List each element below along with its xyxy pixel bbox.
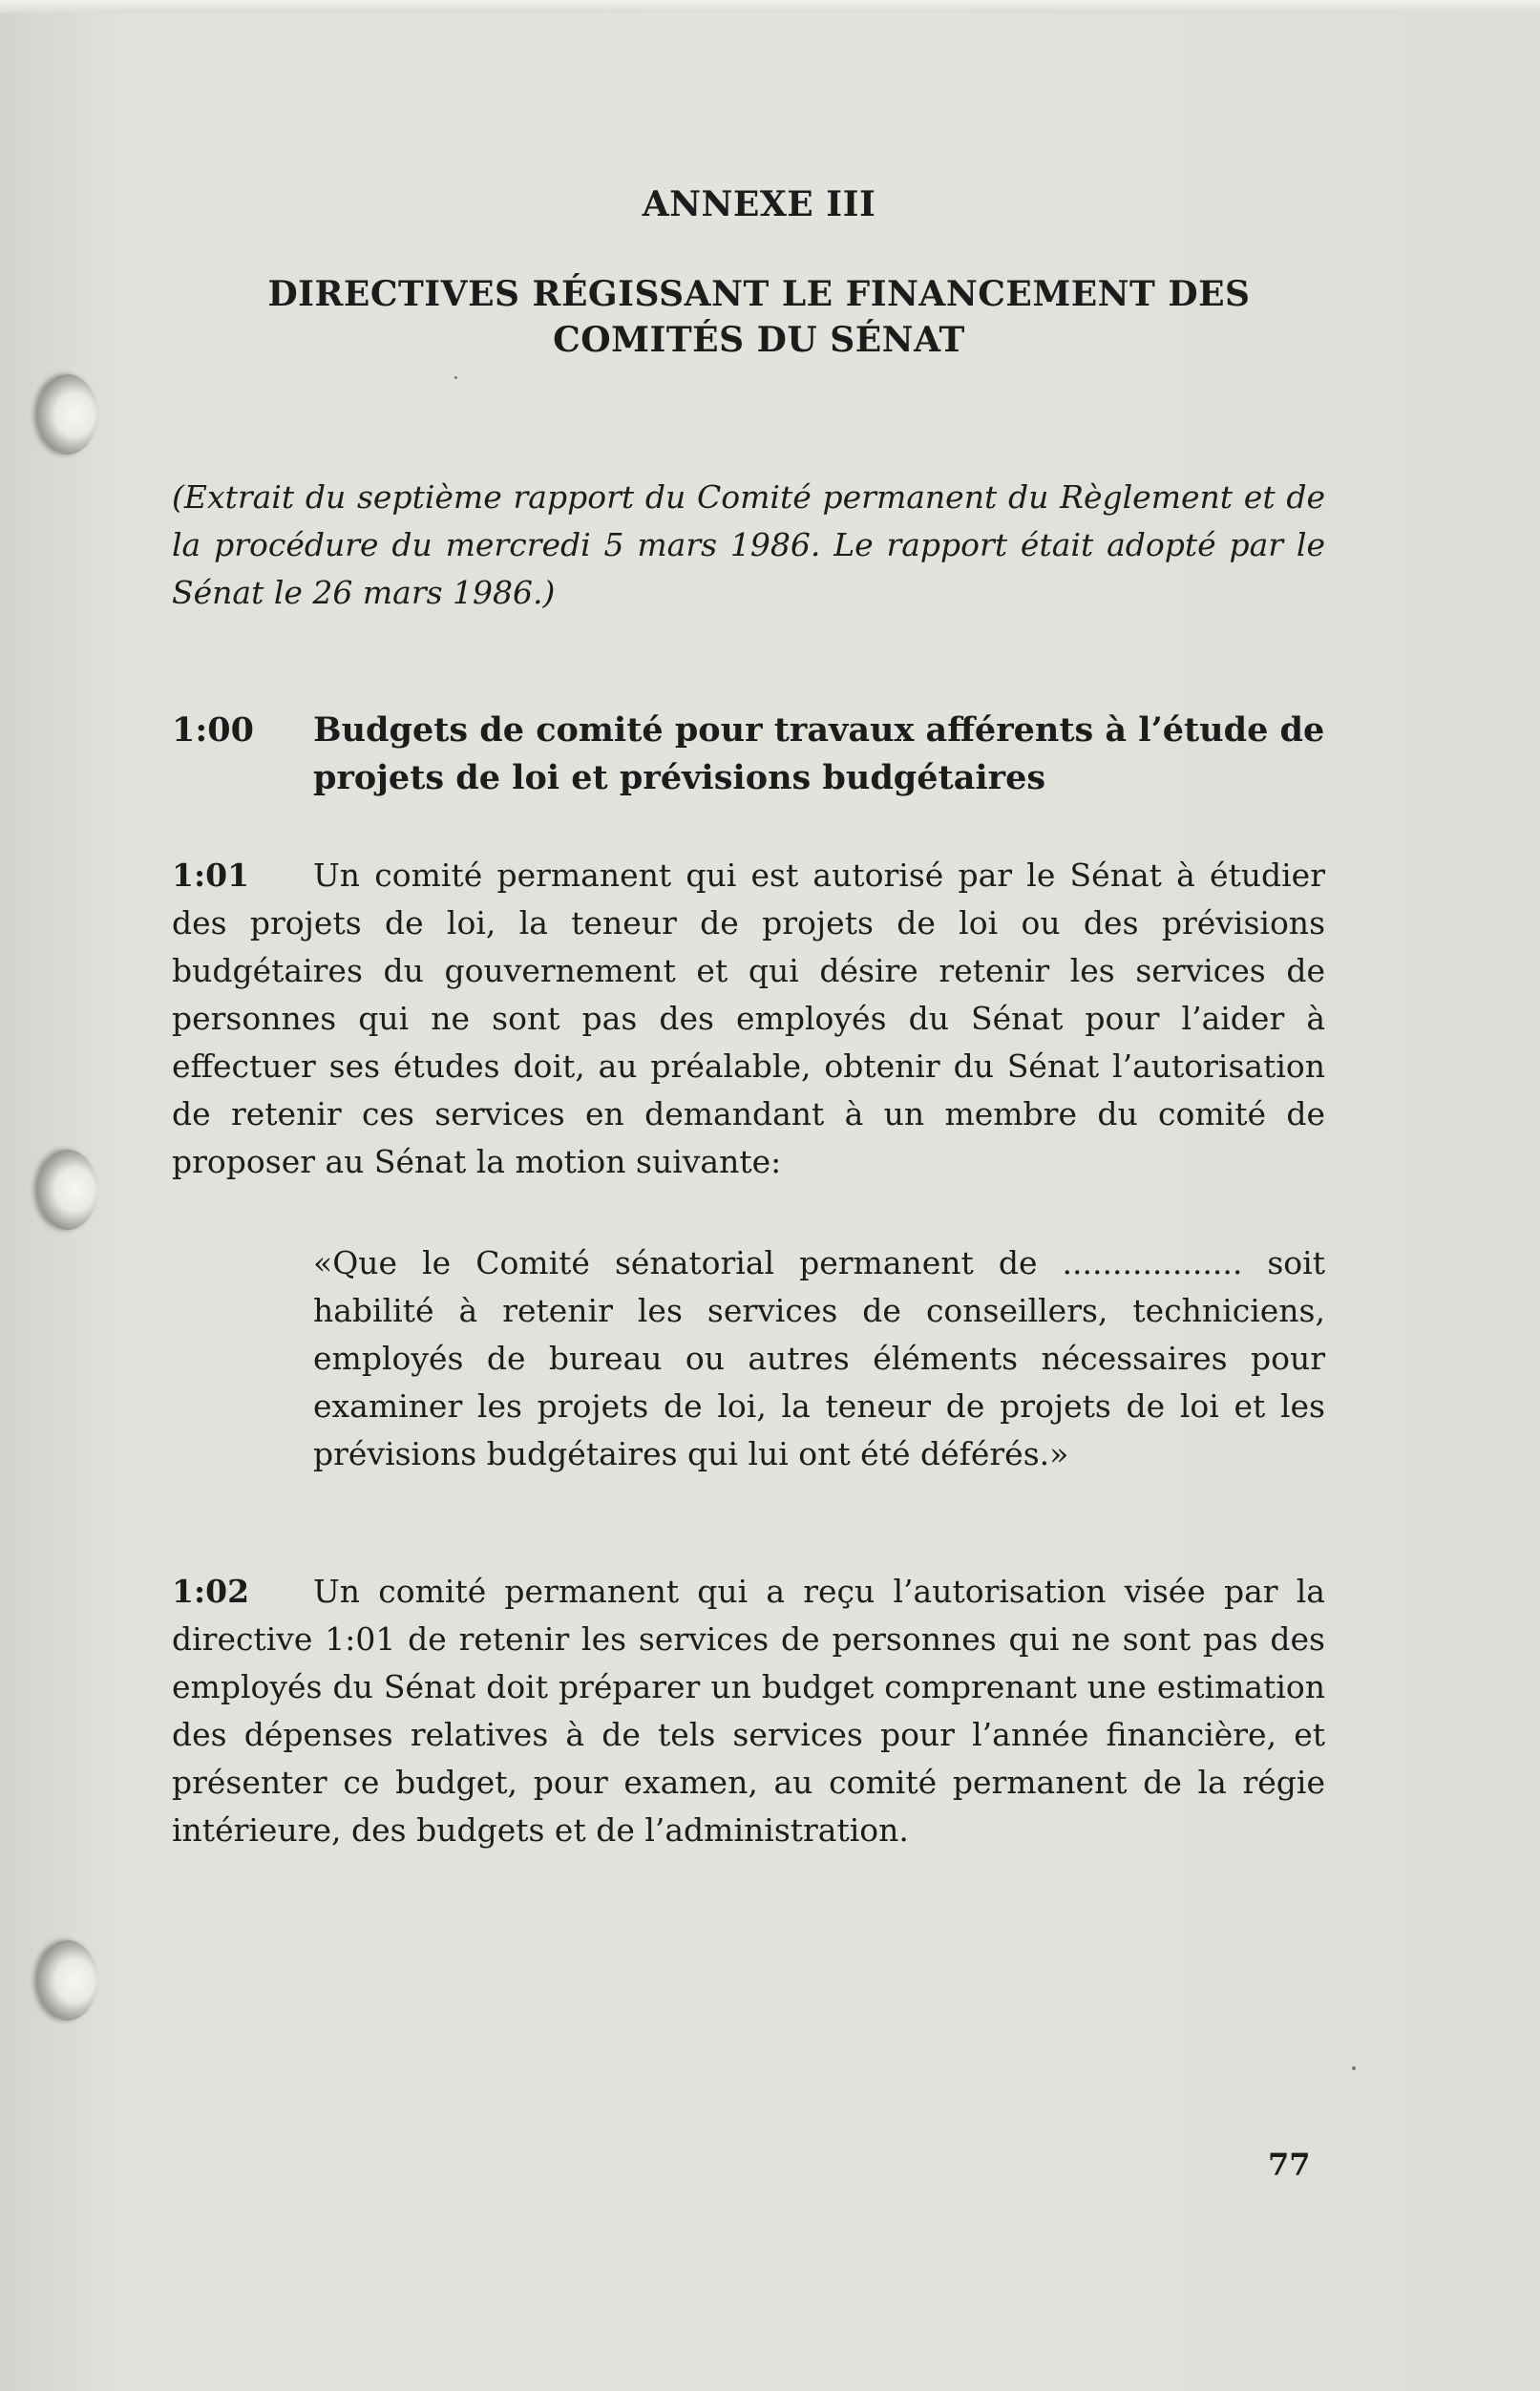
paragraph-text: Un comité permanent qui est autorisé par le Sénat à étudier des projets de loi, la teneur de projets de loi ou des prévisions budgétaires du gouvernement et qui désire retenir les services de personnes qui ne sont pas des employés du Sénat pour l’aider à effectuer ses études doit, au préalable, obtenir du Sénat l’autorisation de retenir ces services en demandant à un membre du comité de proposer au Sénat la motion suivante: [172, 857, 1325, 1180]
annex-title: ANNEXE III [642, 184, 876, 224]
page-number: 77 [1268, 2147, 1311, 2183]
section-heading [172, 707, 1325, 802]
section-title: Budgets de comité pour travaux afférents à l’étude de projets de loi et prévisions budgétaires [313, 710, 1325, 797]
punch-hole-middle [38, 1150, 97, 1230]
motion-quote: «Que le Comité sénatorial permanent de .................. soit habilité à retenir les services de conseillers, techniciens, employés de bureau ou autres éléments nécessaires pour examiner les projets de loi, la teneur de projets de loi et les prévisions budgétaires qui lui ont été déférés.» [313, 1244, 1325, 1472]
paragraph-number: 1:02 [172, 1573, 250, 1610]
citation: (Extrait du septième rapport du Comité permanent du Règlement et de la procédure du mercredi 5 mars 1986. Le rapport était adopté par le Sénat le 26 mars 1986.) [172, 478, 1325, 611]
main-title: DIRECTIVES RÉGISSANT LE FINANCEMENT DES COMITÉS DU SÉNAT [267, 274, 1251, 360]
punch-hole-top [38, 374, 97, 455]
paragraph-number: 1:01 [172, 857, 250, 894]
paragraph-1-01 [172, 852, 1325, 1186]
paragraph-1-02 [172, 1568, 1325, 1854]
page-top-edge [0, 0, 1540, 13]
paragraph-text: Un comité permanent qui a reçu l’autorisation visée par la directive 1:01 de retenir les services de personnes qui ne sont pas des employés du Sénat doit préparer un budget comprenant une estimation des dépenses relatives à de tels services pour l’année financière, et présenter ce budget, pour examen, au comité permanent de la régie intérieure, des budgets et de l’administration. [172, 1573, 1325, 1849]
section-number: 1:00 [172, 710, 254, 750]
paper-speck [1352, 2066, 1356, 2070]
paper-speck [454, 376, 457, 379]
punch-hole-bottom [38, 1940, 97, 2021]
